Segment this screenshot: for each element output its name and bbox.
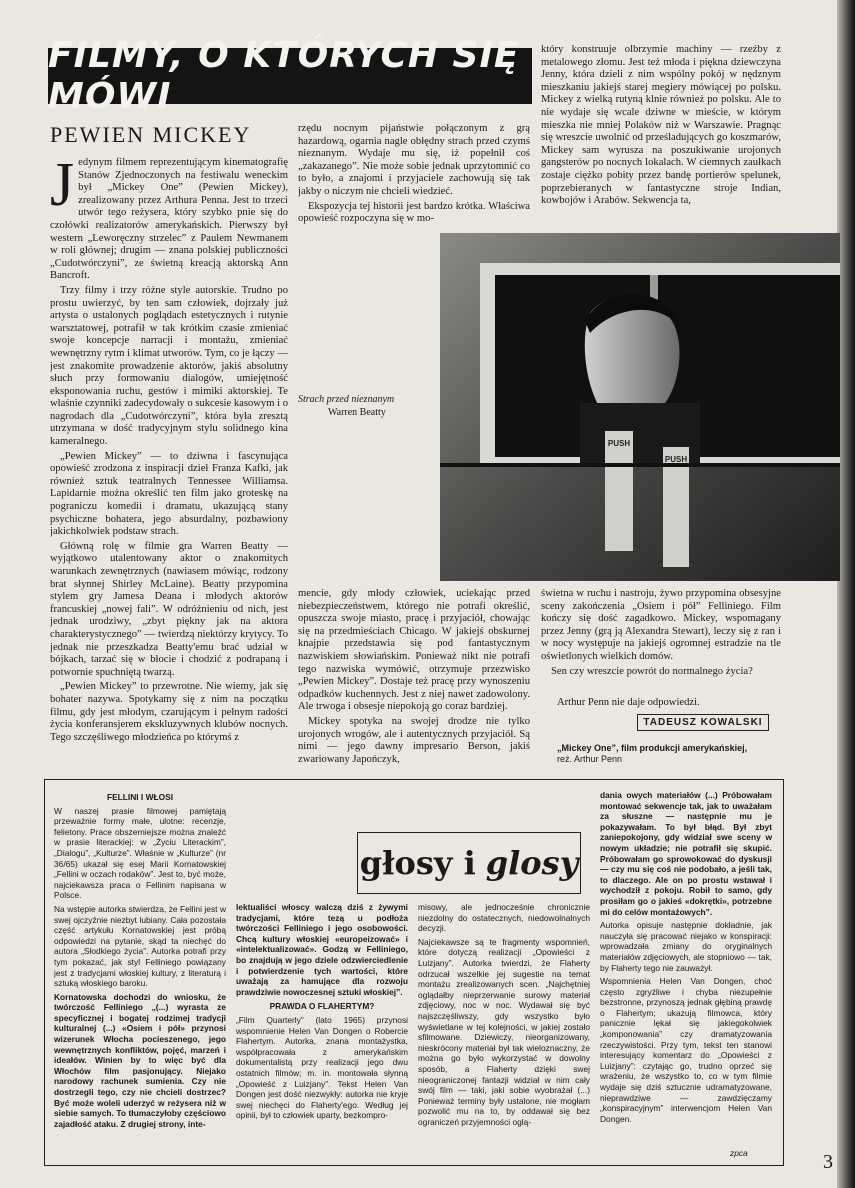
paragraph: Mickey spotyka na swojej drodze nie tylko urojonych wrogów, ale i autentycznych przyjaciół. Są nimi — jego dawny impresario Berson, jakiś zwariowany Japończyk, [298, 715, 530, 765]
paragraph: Trzy filmy i trzy różne style autorskie. Trudno po prostu uwierzyć, by ten sam człowiek, dojrzały już artysta o ustalonych poglądach estetycznych i rutynie warsztatowej, potrafił w tak krótkim czasie zmieniać swoje koncepcje narracji i montażu, zmieniać wewnętrzny rytm i klimat utworów. Tym, co je łączy — jest znakomite prowadzenie aktorów, jakiś absolutny słuch przy formowaniu dialogów, umiejętność eksponowania ruchu, gestów i mimiki aktorskiej. Te właśnie czynniki zadecydowały o sukcesie kasowym i o nagrodach dla „Cudotwórczyni”, która była zresztą utrzymana w dość tradycyjnym stylu solidnego kina kameralnego. [50, 284, 288, 448]
paragraph: Kornatowska dochodzi do wniosku, że twórczość Felliniego „(...) wyrasta ze specyficznej i bogatej rodzimej tradycji kulturalnej (...) «Osiem i pół» przynosi wizerunek Włocha pocieszenego, jego wewnętrznych konfliktów, pojęć, marzeń i ideałów. Winien by to więc być dla Włochów film pasjonujący. Niejako narodowy rachunek sumienia. Czy nie dostrzegli tego, czy nie chcieli dostrzec? Być może woleli uderzyć w reżysera niż w siebie samych. To tłumaczyłoby częściowo zajadłość ataku. Z drugiej strony, inte- [54, 991, 226, 1129]
paragraph: Sen czy wreszcie powrót do normalnego życia? [551, 665, 753, 677]
article-column-2-bottom [298, 588, 530, 766]
glosy-column-4 [600, 790, 772, 1148]
section-heading: PRAWDA O FLAHERTYM? [269, 1001, 375, 1012]
paragraph: rzędu nocnym pijaństwie połączonym z grą hazardową, ogarnia nagle obłędny strach przed czymś nieznanym. Wydaje mu się, iż popełnił coś „zakazanego”. Nie może sobie jednak uprzytomnić co to było, a znajomi i przyjaciele zachowują się tak jakby o niczym nie chcieli wiedzieć. [298, 123, 530, 197]
glosy-word-2: glosy [485, 844, 579, 882]
paragraph: Wspomnienia Helen Van Dongen, choć często zgryźliwe i chyba niezupełnie bezstronne, przynoszą jednak głębiną prawdę o Flahertym; ukazują filmowca, który panicznie lękał się jakiegokolwiek „komponowania” czy dramatyzowania rzeczywistości. Przy tym, tekst ten stanowi interesujący komentarz do „Opowieści z Luizjany”: czytając go, trudno oprzeć się wrażeniu, że wszystko to, co w tym filmie wydaje się dziś sztucznie udramatyzowane, nieprawdziwe — zawdzięczamy „konspiracyjnym” interwencjom Helen Van Dongen. [600, 976, 772, 1124]
caption-line: reż. Arthur Penn [557, 754, 623, 764]
section-banner: FILMY, O KTÓRYCH SIĘ MÓWI [48, 48, 532, 104]
glosy-heading [357, 832, 581, 894]
article-title: PEWIEN MICKEY [50, 122, 252, 147]
paragraph: „Pewien Mickey” — to dziwna i fascynująca opowieść zrodzona z inspiracji dzieł Franza Kafki, jak również sztuk teatralnych Tennessee Williamsa. Lapidarnie można określić ten film jako groteskę na pograniczu komedii i dramatu, ukazującą stany psychiczne bohatera, jego absurdalny, pozbawiony jakichkolwiek podstaw strach. [50, 450, 288, 538]
closing-line: Arthur Penn nie daje odpowiedzi. [557, 697, 700, 708]
caption-line: „Mickey One”, film produkcji amerykańskiej, [557, 743, 748, 753]
page-number: 3 [823, 1151, 833, 1173]
section-heading: FELLINI I WŁOSI [106, 792, 174, 802]
article-column-3-top [541, 44, 781, 228]
paragraph: Autorka opisuje następnie dokładnie, jak nauczyła się pracować niejako w konspiracji: wprowadzała zmiany do oryginalnych materiałów zdjęciowych, ale stopniowo — tak, by Flaherty tego nie zauważył. [600, 920, 772, 973]
glosy-column-2 [236, 902, 408, 1158]
paragraph: Na wstępie autorka stwierdza, że Fellini jest w swej ojczyźnie niezbyt lubiany. Cała pozostała część artykułu Kornatowskiej jest próbą odpowiedzi na pytanie, skąd ta niechęć do autora „Słodkiego życia”. Autorka potrafi przy tym pokazać, jak styl Felliniego powiązany jest z tradycjami włoskiej kultury, z literaturą i sztuką włoskiego baroku. [54, 903, 226, 989]
page-edge-shadow [837, 0, 855, 1188]
glosy-column-1 [54, 790, 226, 1158]
article-column-1 [50, 157, 288, 765]
paragraph: Główną rolę w filmie gra Warren Beatty — wyjątkowo utalentowany aktor o znakomitych warunkach zewnętrznych (nawiasem mówiąc, rodzony brat słynnej Shirley McLaine). Beatty przypomina stylem gry Jamesa Deana i młodych aktorów francuskiej „nowej fali”. W odróżnieniu od nich, jest jednak urodziwy, „zbyt piękny jak na aktora charakterystycznego” — twierdzą niektórzy krytycy. To jednak nie przeszkadza Beatty'emu brać udział w bójkach, tarzać się w błocie i chodzić z podrapaną i potwornie spuchniętą twarzą. [50, 540, 288, 678]
caption-line: Warren Beatty [328, 407, 386, 418]
paragraph: świetna w ruchu i nastroju, żywo przypomina obsesyjne sceny zakończenia „Osiem i pół” Felliniego. Film kończy się dość zagadkowo. Mickey, wspomagany przez Jenny (grą ją Alexandra Stewart), leczy się z ran i w nocy występuje na jakiejś ogromnej estradzie na tle oświetlonych wielkich domów. [541, 588, 781, 662]
paragraph: edynym filmem reprezentującym kinematografię Stanów Zjednoczonych na festiwalu weneckim był „Mickey One” (Pewien Mickey), zrealizowany przez Arthura Penna. Jest to trzeci utwór tego reżysera, który szybko pnie się do czołówki realizatorów amerykańskich. Pierwszy był western „Leworęczny strzelec” z Paulem Newmanem w roli głównej; drugim — znana polskiej publiczności „Cudotwórczyni”, ze świetną kreacją aktorską Ann Bancroft. [50, 157, 288, 282]
paragraph: dania owych materiałów (...) Próbowałam montować sekwencje tak, jak to uważałam za słuszne — następnie mu je pokazywałam. To był błąd. Był zbyt zaniepokojony, gdy widział swe sceny w nowym układzie; nie potrafił się skupić. Próbowałam go sprowokować do dyskusji — czy mu się coś nie podobało, a jeśli tak, to dlaczego. Ale on po prostu wstawał i wychodził z pokoju. Robił to samo, gdy prosiłam go o jakieś «dokrętki», potrzebne mi do celów montażowych”. [600, 790, 772, 917]
film-still-photo [440, 233, 840, 581]
paragraph: „Film Quarterly” (lato 1965) przynosi wspomnienie Helen Van Dongen o Robercie Flahertym. Autorka, znana montażystka, współpracowała z amerykańskim dokumentalistą przy realizacji jego dwu ostatnich filmów; m. in. montowała słynną „Opowieść z Luizjany”. Tekst Helen Van Dongen jest dość niezwykły: autorka nie kryje swej niechęci do Flaherty'ego. Według jej opinii, był to człowiek uparty, bezkompro- [236, 1014, 408, 1121]
film-caption [557, 743, 787, 765]
paragraph: „Pewien Mickey” to przewrotne. Nie wiemy, jak się bohater nazywa. Spotykamy się z nim na początku filmu, gdy jest młodym, czarującym i pełnym radości życia konferansjerem ekskluzywnych klubów nocnych. Tego szczęśliwego młodzieńca po którymś z [50, 681, 288, 743]
column-signature: zpca [730, 1148, 748, 1158]
paragraph: Najciekawsze są te fragmenty wspomnień, które dotyczą realizacji „Opowieści z Luizjany”. Autorka twierdzi, że Flaherty odrzucał wszelkie jej sugestie na temat montażu zrealizowanych scen. „Najchętniej oglądałby nieprzerwanie surowy materiał zdjęciowy, noc w noc. Wydawał się być najszczęśliwszy, gdy wszystko było wyświetlane w tej kolejności, w jakiej zostało sfilmowane. Dziewiczy, nieorganizowany, nieskrócony materiał był tak wieloznaczny, że można go było wykorzystać w dowolny sposób, a Flaherty dzięki swej nieograniczonej fantazji widział w nim cały swój film — taki, jaki sobie wyobrażał (...) Ponieważ terminy były ustalone, nie mogłam pozwolić mu na to, by oddawał się bez ograniczeń przyjemności oglą- [418, 936, 590, 1127]
paragraph: Ekspozycja tej historii jest bardzo krótka. Właściwa opowieść rozpoczyna się w mo- [298, 200, 530, 225]
paragraph: W naszej prasie filmowej pamiętają przeważnie formy małe, ulotne: recenzje, felietony. Prace obszerniejsze można znaleźć w prasie literackiej: w „Życiu Literackim”, „Dialogu”, „Kulturze”. Właśnie w „Kulturze” (nr 36/65) ukazał się esej Marii Kornatowskiej „Fellini w oczach rodaków”. Jest to, być może, najciekawsza praca o Fellinim napisana w Polsce. [54, 805, 226, 901]
drop-cap: J [50, 157, 75, 219]
paragraph: mencie, gdy młody człowiek, uciekając przed niebezpieczeństwem, którego nie potrafi określić, opuszcza swoje miasto, pracę i przyjaciół, chowając się na przedmieściach Chicago. W jakiejś obskurnej knajpie przedstawia się pod fantastycznym nazwiskiem słowiańskim. Ponieważ nikt nie potrafi tego nazwiska wymówić, otrzymuje przezwisko „Pewien Mickey”. Dostaje też pracę przy wynoszeniu odpadków kuchennych. Jest z niej nawet zadowolony. Ale trwoga i obsesje niepokoją go coraz bardziej. [298, 588, 530, 713]
author-name: TADEUSZ KOWALSKI [637, 714, 769, 731]
push-sign-left: PUSH [607, 439, 631, 448]
photo-caption [298, 393, 438, 419]
paragraph: lektualiści włoscy walczą dziś z żywymi tradycjami, które tezą u podłoża twórczości Felliniego i jego osobowości. Chcą kultury włoskiej «europeizować» i «intelektualizować». Godzą w Felliniego, bo znajdują w jego dziele odzwierciedlenie i potwierdzenie tych wartości, które uważają za hamujące dla rozwoju prawdziwie nowoczesnej sztuki włoskiej”. [236, 902, 408, 997]
glosy-word-1: głosy i [359, 844, 476, 882]
film-still-image [440, 233, 840, 581]
article-column-3-bottom [541, 588, 781, 694]
article-column-2-top [298, 123, 530, 227]
push-sign-right: PUSH [664, 455, 688, 464]
caption-line: Strach przed nieznanym [298, 394, 395, 405]
paragraph: który konstruuje olbrzymie machiny — rzeźby z metalowego złomu. Jest też młoda i piękna dziewczyna Jenny, która dzieli z nim wspólny pokój w nędznym mieszkaniu jakiejś starej megiery mówiącej po polsku. Mickey z wielką rutyną klnie również po polsku. Ale to nie wydaje się wcale dziwne w mieście, w którym mieszka nie mniej Polaków niż w Warszawie. Pragnąc się wreszcie uwolnić od prześladujących go koszmarów, Mickey sam wyrusza na poszukiwanie urojonych gangsterów po nocnych lokalach. W ciemnych zaułkach zostaje ciężko pobity przez bandę portierów spelunek, poprzebieranych w fantastyczne stroje Indian, kowbojów i Arabów. Sekwencja ta, [541, 44, 781, 207]
paragraph: misowy, ale jednocześnie chronicznie niezdolny do ostatecznych, niedowolnalnych decyzji. [418, 902, 590, 934]
glosy-column-3 [418, 902, 590, 1158]
